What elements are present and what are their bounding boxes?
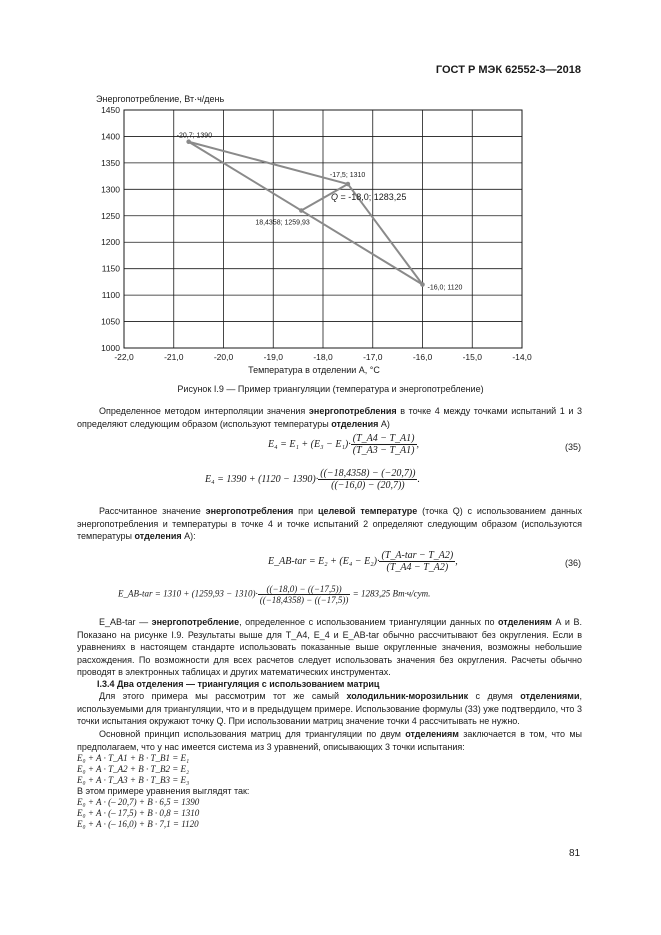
eq-fraction [379, 550, 455, 573]
text: , используемыми для триангуляции, что и в предыдущем примере. Использование формулы (33) уже подтвердило, что 3 точки испытания окружают точку Q. При использовании матриц значение точки 4 рассчитывать не нужно. [77, 691, 583, 726]
q-symbol: Q [331, 192, 339, 203]
equation-35-values: E₄ = 1390 + (1120 − 1390)· $\frac{((-18,4358) - (-20,7))}{((-16,0) - (20,7))}$ . [205, 468, 420, 491]
y-tick-label: 1000 [101, 343, 120, 353]
x-tick-label: -15,0 [462, 352, 482, 362]
equation-35: E₄ = E₁ + (E₃ − E₁)· $\frac{(T\_A4 - T\_A1)}{(T\_A3 - T\_A1)}$ , [268, 433, 419, 456]
eq-fraction [351, 433, 417, 456]
q-value: = -18,0; 1283,25 [338, 192, 407, 203]
example-equation: E₀ + A · (– 17,5) + B · 0,8 = 1310 [77, 808, 200, 818]
eq-num: (T_A-tar − T_A2) [381, 550, 454, 561]
equation-36-values [118, 584, 430, 605]
text: А): [181, 531, 196, 541]
eq-num: ((−18,0) − ((−17,5)) [258, 584, 351, 595]
page-number: 81 [569, 848, 581, 859]
text: А и В. Показано на рисунке I.9. Результаты выше для T_A4, E_4 и E_AB-tar обычно рассчитывают без округления. Если в уравнениях в настоящем стандарте использовать показанные выше округленные значения, возможны небольшие расхождения. По возможности для всех расчетов следует использовать значения без округления. Расчеты обычно проводят в электронных таблицах и других математических инструментах. [77, 617, 583, 677]
example-intro: В этом примере уравнения выглядят так: [77, 786, 250, 796]
y-tick-label: 1050 [101, 316, 120, 327]
eq-den: ((−16,0) − (20,7)) [331, 480, 405, 491]
text-bold: отделения [331, 418, 379, 429]
x-tick-label: -20,0 [213, 352, 234, 362]
text-bold: энергопотребления [308, 406, 397, 416]
y-tick-label: 1350 [101, 157, 120, 168]
example-equation: E₀ + A · (– 20,7) + B · 6,5 = 1390 [77, 797, 200, 807]
text: в точке 4 между точками испытаний 1 и 3 определяют следующим образом (используют температуры [77, 406, 582, 429]
text: (точка Q) с использованием данных энергопотребления и температуры в точке 4 и точке испытаний 2 определяют следующим образом (используются температуры [77, 506, 582, 541]
data-label: 18,4358; 1259,93 [255, 219, 310, 227]
x-tick-label: -14,0 [512, 352, 532, 362]
data-label: -20,7; 1390 [176, 132, 213, 140]
x-tick-label: -18,0 [313, 352, 333, 362]
text: Для этого примера мы рассмотрим тот же самый [99, 691, 347, 701]
paragraph-2 [77, 505, 582, 543]
equation-36: E_AB-tar = E₂ + (E₄ − E₂)· $\frac{\text{(T\_A-tar − T\_A2)}}{(T\_A4 - T\_A2)}$ , [268, 550, 458, 573]
figure-caption: Рисунок I.9 — Пример триангуляции (температура и энергопотребление) [177, 384, 484, 394]
paragraph-5 [77, 728, 582, 753]
y-tick-label: 1450 [101, 105, 120, 115]
chart-grid [124, 110, 522, 348]
data-points [177, 133, 463, 292]
x-tick-label: -19,0 [263, 352, 283, 362]
eq-lhs: E_AB-tar = E₂ + (E₄ − E₂)· [268, 555, 380, 567]
y-tick-label: 1100 [101, 290, 120, 301]
x-axis-label: Температура в отделении А, °С [248, 365, 380, 375]
paragraph-4 [77, 690, 582, 728]
x-tick-label: -17,0 [363, 352, 383, 362]
section-heading: I.3.4 Два отделения — триангуляция с использованием матриц [97, 679, 380, 689]
x-tick-label: -16,0 [412, 352, 433, 362]
eq-fraction [318, 468, 417, 491]
eq-lhs: E_AB-tar = 1310 + (1259,93 − 1310)· [118, 588, 258, 599]
text: при [293, 506, 318, 516]
example-equation: E₀ + A · (– 16,0) + B · 7,1 = 1120 [77, 819, 199, 829]
text: заключается в том, что мы предполагаем, что у нас имеется система из 3 уравнений, описывающих 3 точки испытания: [77, 729, 583, 752]
equation-number-35: (35) [565, 442, 582, 452]
paragraph-1 [77, 405, 582, 430]
eq-rhs: = 1283,25 Вт·ч/сут. [352, 588, 431, 599]
y-tick-label: 1150 [101, 263, 120, 274]
paragraph-3 [77, 616, 582, 679]
text-bold: отделения [134, 531, 182, 541]
text: Определенное методом интерполяции значения [99, 406, 309, 416]
text: , определенное с использованием триангуляции данных по [239, 617, 499, 627]
text-bold: энергопотребления [205, 506, 294, 516]
eq-den: ((−18,4358) − ((−17,5)) [259, 595, 349, 605]
system-equation: E₀ + A · T_A3 + B · T_B3 = E₃ [77, 775, 190, 785]
text-bold: отделениям [405, 729, 459, 739]
y-tick-label: 1300 [101, 184, 120, 195]
system-equation: E₀ + A · T_A2 + B · T_B2 = E₂ [77, 764, 190, 774]
equation-system [77, 753, 189, 786]
eq-num: ((−18,4358) − (−20,7)) [320, 468, 416, 479]
x-tick-label: -22,0 [114, 352, 134, 362]
text: Рассчитанное значение [99, 506, 206, 516]
x-tick-label: -21,0 [164, 352, 184, 362]
eq-den: (T_A4 − T_A2) [386, 562, 449, 573]
data-point [186, 139, 191, 144]
eq-lhs: E₄ = 1390 + (1120 − 1390)· [205, 473, 319, 485]
eq-num: (T_A4 − T_A1) [352, 433, 415, 444]
text: Основной принцип использования матриц для триангуляции по двум [99, 729, 406, 739]
text-bold: холодильник-морозильник [346, 691, 469, 701]
triangulation-chart [70, 88, 550, 378]
data-point [299, 208, 304, 213]
text: А) [378, 418, 390, 429]
data-label: -17,5; 1310 [329, 172, 366, 180]
equation-number-36: (36) [565, 558, 582, 568]
y-axis-label: Энергопотребление, Вт·ч/день [96, 94, 225, 104]
text-bold: целевой температуре [317, 506, 418, 516]
eq-fraction [258, 584, 351, 605]
eq-lhs: E₄ = E₁ + (E₃ − E₁)· [268, 438, 351, 450]
data-point [420, 282, 425, 287]
text: с двумя [468, 691, 521, 701]
example-equations [77, 797, 199, 830]
text-bold: отделениями [520, 691, 580, 701]
y-tick-label: 1250 [101, 210, 120, 221]
data-label: -16,0; 1120 [427, 284, 463, 292]
system-equation: E₀ + A · T_A1 + B · T_B1 = E₁ [77, 753, 190, 763]
standard-header: ГОСТ Р МЭК 62552-3—2018 [435, 64, 581, 76]
text: E_AB-tar — [99, 617, 152, 627]
data-point [346, 182, 351, 187]
y-tick-label: 1200 [101, 237, 120, 248]
y-tick-label: 1400 [101, 131, 120, 142]
text-bold: отделениям [498, 617, 552, 627]
q-point-label [331, 192, 406, 202]
text-bold: энергопотребление [151, 617, 240, 627]
chart-ticks [101, 105, 532, 362]
eq-den: (T_A3 − T_A1) [352, 445, 415, 456]
